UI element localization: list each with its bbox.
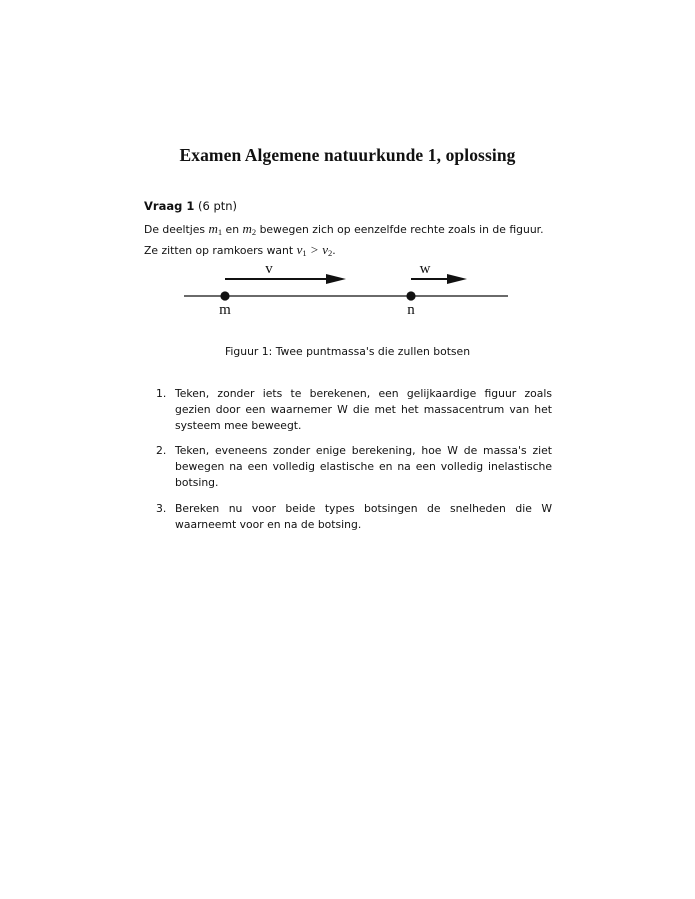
list-number: 3. xyxy=(156,501,167,515)
question-label: Vraag 1 xyxy=(144,199,195,213)
symbol-m2: $m_2$ xyxy=(242,221,257,237)
intro-text: Ze zitten op ramkoers want xyxy=(144,244,294,257)
label-n: n xyxy=(407,302,415,318)
list-number: 2. xyxy=(156,444,167,458)
label-m: m xyxy=(219,302,231,318)
mass-n-point xyxy=(406,291,415,300)
list-text: Bereken nu voor beide types botsingen de snelheden die W waarneemt voor en na de botsing. xyxy=(175,501,552,531)
velocity-arrow-w-head xyxy=(447,274,467,284)
intro-line-2: Ze zitten op ramkoers want $v_1 > v_2$. xyxy=(144,242,336,258)
label-w: w xyxy=(419,261,431,277)
symbol-v2: $v_2$ xyxy=(322,242,333,258)
intro-text: De deeltjes xyxy=(144,223,206,236)
figure-caption: Figuur 1: Twee puntmassa's die zullen botsen xyxy=(224,345,471,358)
task-list xyxy=(156,386,552,542)
list-text: Teken, eveneens zonder enige berekening, hoe W de massa's ziet bewegen na een volledig elastische en na een volledig inelastische botsing. xyxy=(175,444,552,489)
greater-than-symbol: > xyxy=(310,242,319,257)
question-points: (6 ptn) xyxy=(198,199,238,213)
symbol-v1: $v_1$ xyxy=(296,242,307,258)
velocity-arrow-v-head xyxy=(326,274,346,284)
page-title: Examen Algemene natuurkunde 1, oplossing xyxy=(179,145,516,165)
intro-text: en xyxy=(225,223,240,236)
symbol-m1: $m_1$ xyxy=(208,221,223,237)
label-v: v xyxy=(265,261,273,277)
mass-m-point xyxy=(220,291,229,300)
list-number: 1. xyxy=(156,387,167,400)
list-item xyxy=(156,443,552,490)
list-text: Teken, zonder iets te berekenen, een gelijkaardige figuur zoals gezien door een waarnemer W die met het massacentrum van het systeem mee beweegt. xyxy=(175,387,552,432)
list-item xyxy=(156,386,552,433)
intro-text: bewegen zich op eenzelfde rechte zoals in de figuur. xyxy=(259,223,544,236)
list-item xyxy=(156,501,552,533)
